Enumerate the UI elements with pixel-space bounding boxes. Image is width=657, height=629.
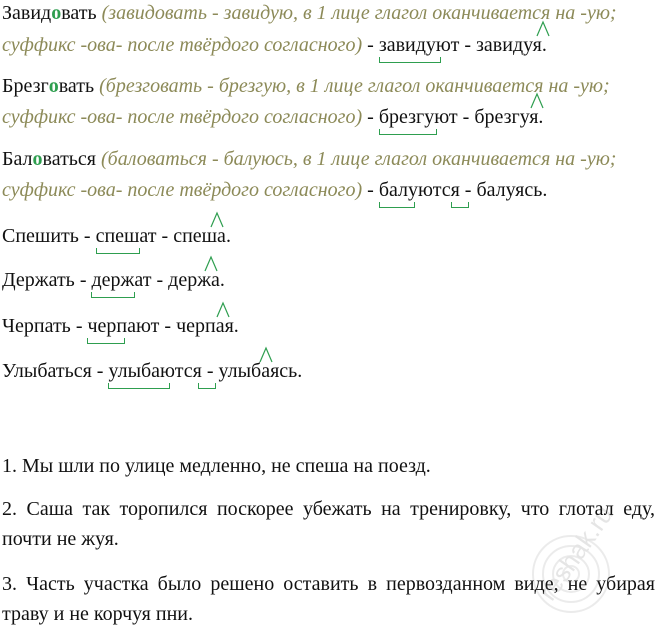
sentence-3: 3. Часть участка было решено оставить в первозданном виде, не убирая траву и не корчуя пни. <box>2 573 655 625</box>
entry-3-verb-highlight: о <box>32 148 43 170</box>
short-entry-3 <box>2 314 239 338</box>
entry-3-form-postfix: ся <box>441 179 460 201</box>
short-entry-1 <box>2 224 231 248</box>
short-entry-2-sep: - <box>156 269 164 291</box>
entry-3-gerund-text: балуясь. <box>476 179 548 201</box>
short-entry-2 <box>2 268 225 292</box>
entry-2-line-2 <box>2 105 543 129</box>
entry-2-gerund <box>474 105 543 129</box>
entry-1-note-line-2: суффикс -ова- после твёрдого согласного) <box>2 34 363 56</box>
ending-mark <box>108 383 170 389</box>
entry-1-note-line-1: (завидовать - завидую, в 1 лице глагол оканчивается на -ую; <box>101 2 617 24</box>
entry-3-gerund <box>476 178 547 202</box>
entry-3-dash: - <box>367 179 374 201</box>
entry-1-line-1 <box>2 1 617 25</box>
entry-3-verb-end: ваться <box>42 148 97 170</box>
short-entry-1-gerund-text: спеша. <box>173 225 231 247</box>
short-entry-4-infinitive: Улыбаться <box>2 360 92 382</box>
short-entry-3-dash: - <box>75 315 83 337</box>
entry-1-line-2 <box>2 33 547 57</box>
ending-mark <box>379 57 441 63</box>
short-entry-4-form <box>108 359 201 383</box>
short-entry-4-form-stem: улыбают <box>108 360 184 382</box>
ending-mark <box>198 383 216 389</box>
entry-1-verb-end: вать <box>61 2 97 24</box>
entry-1-sep: - <box>464 34 472 56</box>
ending-mark <box>451 202 469 208</box>
short-entry-1-sep: - <box>161 225 169 247</box>
short-entry-4-gerund-text: улыбаясь. <box>218 360 303 382</box>
entry-2-note-line-2: суффикс -ова- после твёрдого согласного) <box>2 106 363 128</box>
suffix-mark-icon <box>210 212 224 228</box>
short-entry-3-infinitive: Черпать <box>2 315 71 337</box>
ending-mark <box>91 292 135 298</box>
entry-1-form <box>379 33 460 57</box>
sentence-2: 2. Саша так торопился поскорее убежать на тренировку, что глотал еду, почти не жуя. <box>2 498 655 550</box>
suffix-mark-icon <box>530 93 544 109</box>
suffix-mark-icon <box>216 302 230 318</box>
short-entry-1-gerund <box>173 224 231 248</box>
short-entry-2-form-text: держат <box>91 269 152 291</box>
entry-2-form <box>379 105 458 129</box>
entry-1-dash: - <box>367 34 374 56</box>
short-entry-2-form <box>91 268 151 292</box>
ending-mark <box>96 248 140 254</box>
entry-2-note-line-1: (брезговать - брезгую, в 1 лице глагол оканчивается на -ую; <box>99 75 610 97</box>
short-entry-1-form-text: спешат <box>95 225 157 247</box>
entry-2-verb-highlight: о <box>48 75 59 97</box>
short-entry-4-gerund <box>218 359 302 383</box>
entry-2-form-text: брезгуют <box>378 106 458 128</box>
entry-3-note-line-1: (баловаться - балуюсь, в 1 лице глагол оканчивается на -ую; <box>101 148 617 170</box>
entry-3-note-line-2: суффикс -ова- после твёрдого согласного) <box>2 179 363 201</box>
ending-mark <box>379 202 415 208</box>
short-entry-1-form <box>96 224 157 248</box>
watermark-text: reshak.ru <box>532 499 620 606</box>
entry-1-verb-highlight: о <box>51 2 62 24</box>
short-entry-3-sep: - <box>164 315 172 337</box>
entry-3-line-2 <box>2 178 547 202</box>
sentence-1: 1. Мы шли по улице медленно, не спеша на поезд. <box>2 455 431 477</box>
entry-2-verb-end: вать <box>58 75 95 97</box>
entry-3-line-1 <box>2 147 616 171</box>
short-entry-3-form-text: черпают <box>87 315 160 337</box>
short-entry-4-sep: - <box>206 360 214 382</box>
entry-2-gerund-text: брезгуя. <box>474 106 544 128</box>
suffix-mark-icon <box>259 347 273 363</box>
entry-1-gerund-text: завидуя. <box>476 34 547 56</box>
short-entry-2-dash: - <box>79 269 87 291</box>
ending-mark <box>87 338 125 344</box>
short-entry-4 <box>2 359 302 383</box>
short-entry-4-form-postfix: ся <box>183 360 202 382</box>
entry-3-form-stem: балуют <box>378 179 442 201</box>
watermark-logo <box>513 488 653 618</box>
suffix-mark-icon <box>536 21 550 37</box>
entry-2-line-1 <box>2 74 610 98</box>
short-entry-3-form <box>87 314 159 338</box>
short-entry-1-infinitive: Спешить <box>2 225 79 247</box>
entry-1-form-text: завидуют <box>378 34 460 56</box>
entry-2-verb-start: Брезг <box>2 75 49 97</box>
entry-1-verb-start: Завид <box>2 2 52 24</box>
entry-3-verb-start: Бал <box>2 148 33 170</box>
suffix-mark-icon <box>204 256 218 272</box>
short-entry-1-dash: - <box>83 225 91 247</box>
short-entry-3-gerund-text: черпая. <box>176 315 239 337</box>
ending-mark <box>379 129 437 135</box>
short-entry-4-dash: - <box>96 360 104 382</box>
entry-1-gerund <box>476 33 547 57</box>
entry-3-form <box>379 178 460 202</box>
short-entry-2-gerund <box>168 268 225 292</box>
short-entry-3-gerund <box>176 314 239 338</box>
entry-3-sep: - <box>464 179 472 201</box>
entry-2-sep: - <box>462 106 470 128</box>
short-entry-2-gerund-text: держа. <box>168 269 225 291</box>
short-entry-2-infinitive: Держать <box>2 269 75 291</box>
entry-2-dash: - <box>367 106 374 128</box>
